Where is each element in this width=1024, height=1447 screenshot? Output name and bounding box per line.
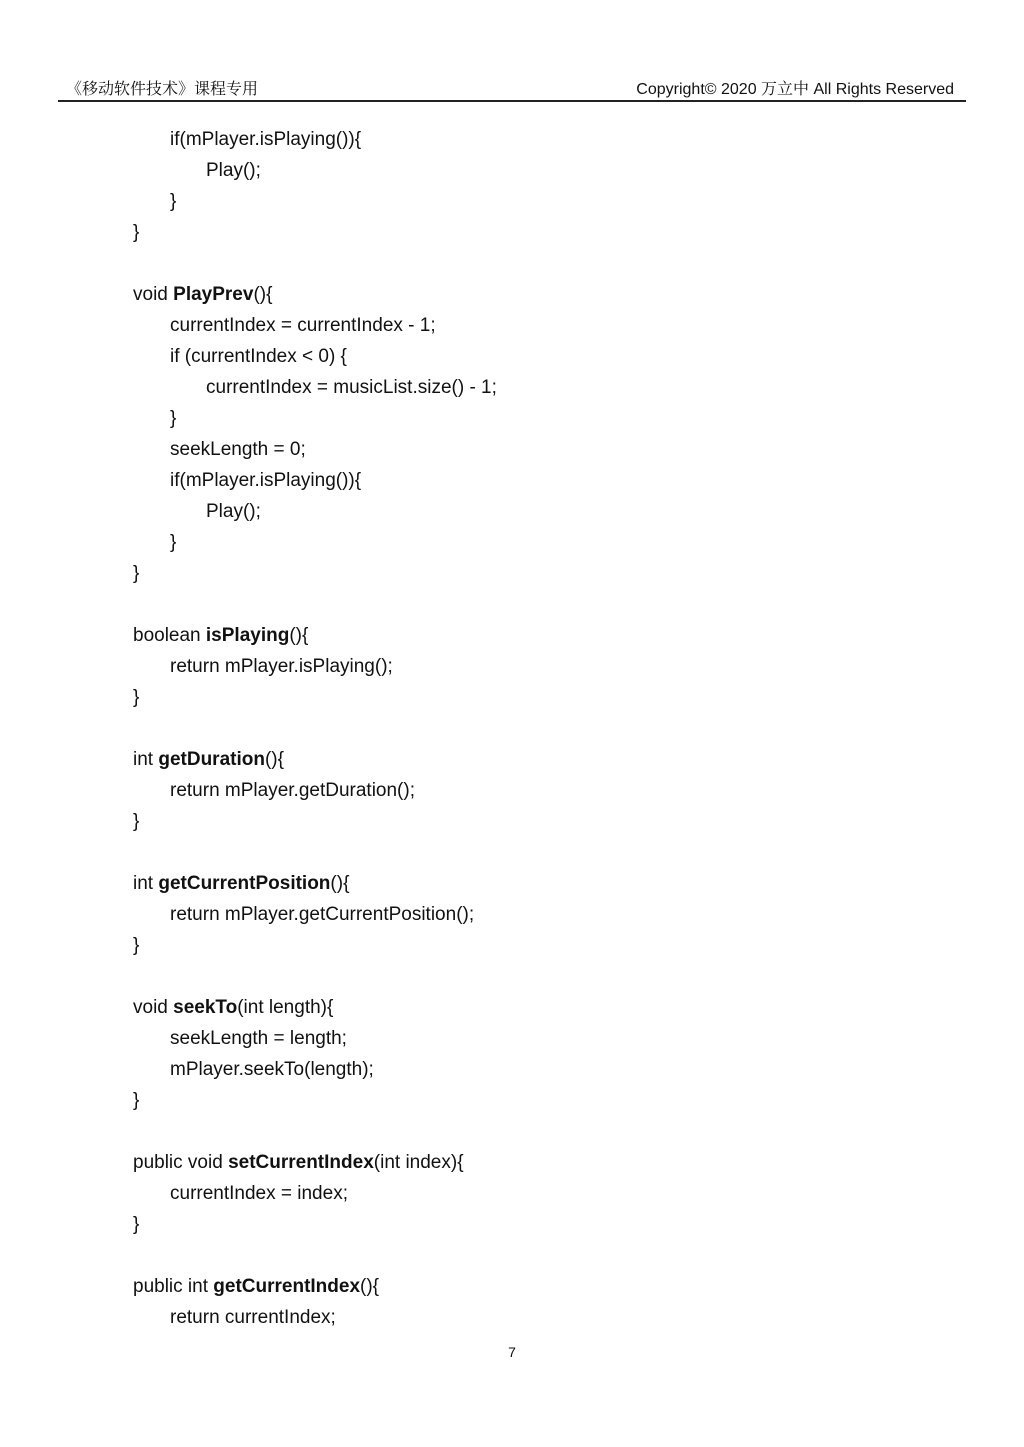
code-text: } (133, 1214, 140, 1235)
code-text: (int length){ (237, 997, 334, 1018)
code-line (133, 1178, 497, 1209)
code-text: public void (133, 1152, 229, 1173)
code-line (133, 155, 497, 186)
code-line (133, 899, 497, 930)
code-line (133, 868, 497, 899)
code-text: int (133, 749, 159, 770)
code-text: currentIndex = index; (170, 1183, 348, 1204)
method-name: setCurrentIndex (228, 1152, 374, 1173)
code-line (133, 1271, 497, 1302)
code-text: Play(); (206, 160, 261, 181)
code-text: } (133, 563, 140, 584)
code-text: seekLength = length; (170, 1028, 347, 1049)
code-line (133, 403, 497, 434)
code-line (133, 930, 497, 961)
code-text: currentIndex = currentIndex - 1; (170, 315, 436, 336)
code-text: (){ (360, 1276, 380, 1297)
code-line (133, 186, 497, 217)
code-line (133, 682, 497, 713)
code-line (133, 992, 497, 1023)
code-line (133, 310, 497, 341)
code-text: } (133, 222, 140, 243)
code-text: boolean (133, 625, 206, 646)
code-text: void (133, 997, 174, 1018)
code-text: public int (133, 1276, 214, 1297)
code-block (133, 124, 497, 1333)
code-text: } (133, 811, 140, 832)
code-line (133, 248, 497, 279)
code-text: (){ (330, 873, 350, 894)
code-line (133, 124, 497, 155)
code-text: (){ (289, 625, 309, 646)
method-name: seekTo (173, 997, 238, 1018)
code-line (133, 279, 497, 310)
code-line (133, 465, 497, 496)
method-name: getDuration (158, 749, 265, 770)
page-number: 7 (508, 1344, 516, 1360)
code-line (133, 806, 497, 837)
code-text: return currentIndex; (170, 1307, 336, 1328)
code-text: Play(); (206, 501, 261, 522)
code-text: return mPlayer.getCurrentPosition(); (170, 904, 475, 925)
code-text: } (133, 687, 140, 708)
code-line (133, 837, 497, 868)
header-copyright: Copyright© 2020 万立中 All Rights Reserved (636, 81, 954, 98)
code-line (133, 558, 497, 589)
code-text: } (170, 408, 177, 429)
code-text: if (currentIndex < 0) { (170, 346, 347, 367)
code-text: (){ (264, 749, 284, 770)
code-text: void (133, 284, 174, 305)
code-text: seekLength = 0; (170, 439, 306, 460)
code-text: return mPlayer.isPlaying(); (170, 656, 393, 677)
code-line (133, 620, 497, 651)
code-text: (){ (253, 284, 273, 305)
method-name: isPlaying (205, 625, 290, 646)
code-line (133, 527, 497, 558)
code-text: (int index){ (373, 1152, 464, 1173)
code-line (133, 1085, 497, 1116)
code-line (133, 1147, 497, 1178)
code-line (133, 372, 497, 403)
code-line (133, 434, 497, 465)
code-text: if(mPlayer.isPlaying()){ (170, 470, 362, 491)
code-line (133, 1302, 497, 1333)
header-divider (58, 100, 966, 102)
code-line (133, 217, 497, 248)
code-line (133, 961, 497, 992)
code-text: int (133, 873, 159, 894)
code-line (133, 651, 497, 682)
code-line (133, 1209, 497, 1240)
code-line (133, 1054, 497, 1085)
code-line (133, 1240, 497, 1271)
code-text: mPlayer.seekTo(length); (170, 1059, 374, 1080)
code-line (133, 713, 497, 744)
code-line (133, 775, 497, 806)
method-name: getCurrentPosition (158, 873, 331, 894)
code-text: return mPlayer.getDuration(); (170, 780, 415, 801)
code-line (133, 341, 497, 372)
code-text: } (170, 532, 177, 553)
method-name: PlayPrev (173, 284, 254, 305)
code-line (133, 1023, 497, 1054)
code-line (133, 1116, 497, 1147)
code-line (133, 589, 497, 620)
code-line (133, 496, 497, 527)
code-text: } (133, 935, 140, 956)
header-course-title: 《移动软件技术》课程专用 (66, 81, 259, 98)
method-name: getCurrentIndex (213, 1276, 361, 1297)
code-text: } (170, 191, 177, 212)
code-text: } (133, 1090, 140, 1111)
code-line (133, 744, 497, 775)
code-text: if(mPlayer.isPlaying()){ (170, 129, 362, 150)
code-text: currentIndex = musicList.size() - 1; (206, 377, 497, 398)
